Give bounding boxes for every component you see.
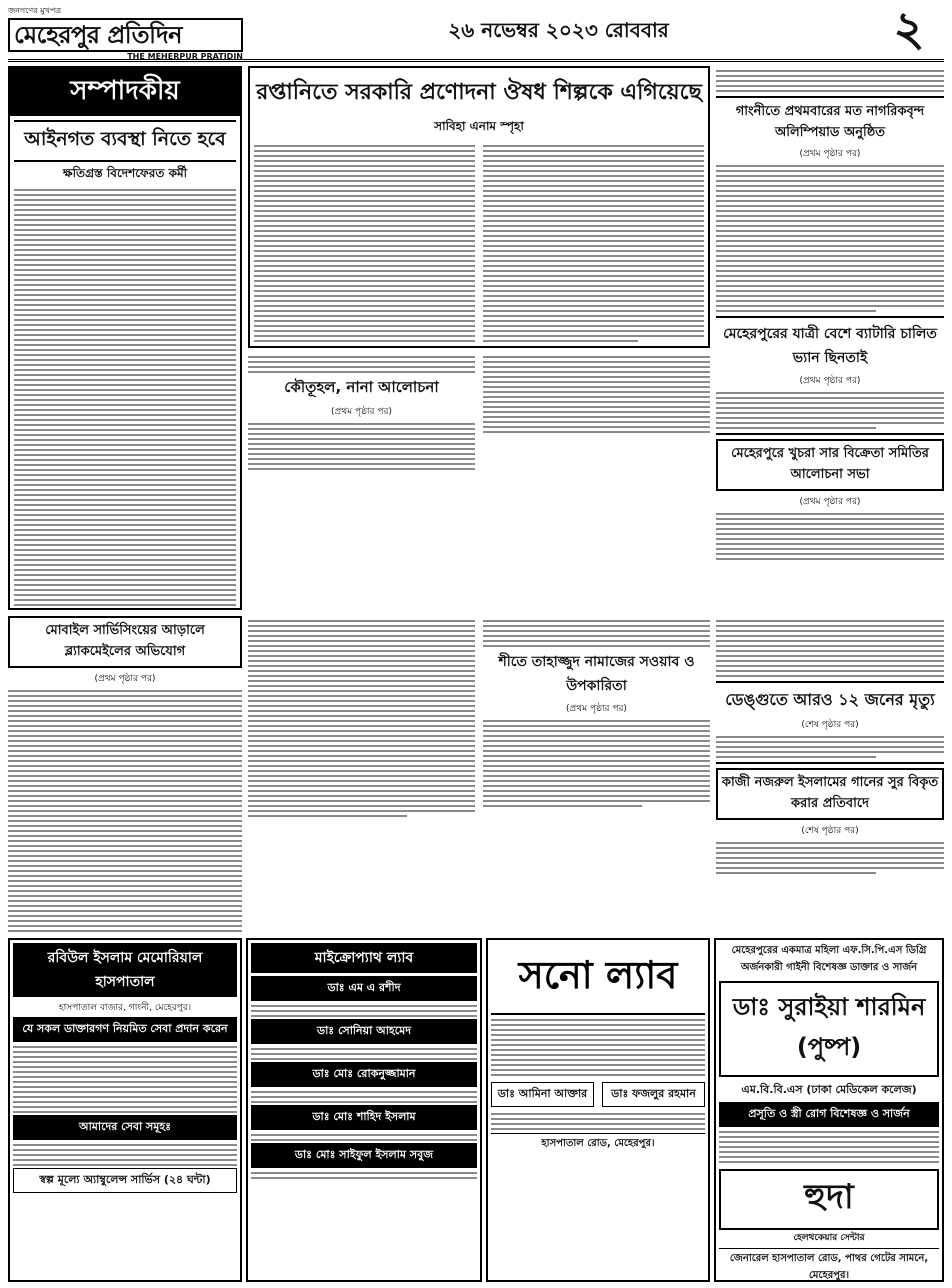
right-lower-column [716, 616, 944, 934]
micropath-doctor-5: ডাঃ মোঃ সাইফুল ইসলাম সবুজ [251, 1143, 477, 1168]
olympiad-from: (প্রথম পৃষ্ঠার পর) [799, 149, 861, 159]
mobile-headline: মোবাইল সার্ভিসিংয়ের আড়ালে ব্ল্যাকমেইলের অভিযোগ [8, 616, 242, 668]
dengue-headline: ডেঙ্গুতে আরও ১২ জনের মৃত্যু [725, 690, 935, 709]
kautuhal-headline: কৌতূহল, নানা আলোচনা [284, 378, 439, 396]
editorial-body [14, 189, 236, 610]
lead-body [254, 141, 704, 342]
hospital-ad-address: হাসপাতাল বাজার, গাংনী, মেহেরপুর। [58, 1003, 192, 1013]
dengue-from: (শেষ পৃষ্ঠার পর) [801, 720, 859, 730]
sono-lab-ad [486, 938, 710, 1282]
olympiad-headline: গাংনীতে প্রথমবারের মত নাগরিকবৃন্দ অলিম্পিয়াড অনুষ্ঠিত [735, 104, 925, 140]
issue-date: ২৬ নভেম্বর ২০২৩ রোববার [448, 18, 669, 42]
tahajjud-headline: শীতে তাহাজ্জুদ নামাজের সওয়াব ও উপকারিতা [498, 654, 695, 694]
masthead-tagline: জনগণের মুখপত্র [8, 5, 62, 15]
mobile-story [8, 616, 242, 934]
tahajjud-from: (প্রথম পৃষ্ঠার পর) [566, 704, 627, 714]
lead-story [248, 66, 710, 348]
micropath-ad [246, 938, 482, 1282]
kautuhal-from: (প্রথম পৃষ্ঠার পর) [331, 407, 392, 417]
editorial-headline: আইনগত ব্যবস্থা নিতে হবে [14, 120, 236, 162]
page-number: ২ [893, 1, 925, 57]
huda-ad-intro: মেহেরপুরের একমাত্র মহিলা এফ.সি.পি.এস ডিগ্রি অর্জনকারী গাইনী বিশেষজ্ঞ ডাক্তার ও সার্জন [731, 945, 927, 973]
huda-ad-name: হুদা [719, 1169, 939, 1230]
sono-doctor-2: ডাঃ ফজলুর রহমান [602, 1082, 705, 1107]
micropath-ad-title: মাইক্রোপ্যাথ ল্যাব [251, 943, 477, 973]
right-column [716, 66, 944, 610]
masthead-title: মেহেরপুর প্রতিদিন [8, 18, 243, 52]
upper-section [8, 66, 944, 610]
mobile-from: (প্রথম পৃষ্ঠার পর) [94, 674, 156, 684]
huda-ad-address: জেনারেল হাসপাতাল রোড, পাথর গেটের সামনে, মেহেরপুর। [719, 1248, 939, 1282]
van-headline: মেহেরপুরের যাত্রী বেশে ব্যাটারি চালিত ভ্যান ছিনতাই [723, 326, 937, 366]
micropath-doctor-1: ডাঃ এম এ রশীদ [251, 976, 477, 1001]
huda-ad-degree: এম.বি.বি.এস (ঢাকা মেডিকেল কলেজ) [741, 1083, 917, 1096]
hospital-ad-notice: যে সকল ডাক্তারগণ নিয়মিত সেবা প্রদান করেন [13, 1017, 237, 1042]
masthead-brand [8, 6, 243, 59]
hospital-ad-title: রবিউল ইসলাম মেমোরিয়াল হাসপাতাল [13, 943, 237, 997]
huda-healthcare-ad [714, 938, 944, 1282]
hospital-ad-services: আমাদের সেবা সমূহঃ [13, 1115, 237, 1140]
huda-ad-specialty: প্রসূতি ও স্ত্রী রোগ বিশেষজ্ঞ ও সার্জন [719, 1102, 939, 1127]
editorial-subhead: ক্ষতিগ্রস্ত বিদেশফেরত কর্মী [62, 166, 188, 180]
sono-lab-address: হাসপাতাল রোড, মেহেরপুর। [491, 1133, 705, 1153]
micropath-doctor-3: ডাঃ মোঃ রোকনুজ্জামান [251, 1062, 477, 1087]
editorial-banner: সম্পাদকীয় [10, 68, 240, 116]
lower-section [8, 616, 944, 934]
sono-lab-title: সনো ল্যাব [491, 943, 705, 1015]
masthead-subtitle: THE MEHERPUR PRATIDIN [127, 51, 243, 61]
huda-ad-doctor: ডাঃ সুরাইয়া শারমিন (পুষ্প) [719, 981, 939, 1077]
masthead [8, 1, 944, 62]
fertilizer-from: (প্রথম পৃষ্ঠার পর) [799, 497, 861, 507]
lead-headline: রপ্তানিতে সরকারি প্রণোদনা ঔষধ শিল্পকে এগিয়েছে [256, 80, 702, 105]
advertisements [8, 938, 944, 1282]
van-from: (প্রথম পৃষ্ঠার পর) [799, 376, 861, 386]
hospital-ad [8, 938, 242, 1282]
fertilizer-headline: মেহেরপুরে খুচরা সার বিক্রেতা সমিতির আলোচনা সভা [716, 439, 944, 491]
center-lower [248, 352, 710, 470]
sono-doctor-1: ডাঃ আমিনা আক্তার [491, 1082, 594, 1107]
micropath-doctor-4: ডাঃ মোঃ শাহিদ ইসলাম [251, 1105, 477, 1130]
micropath-doctor-2: ডাঃ সোনিয়া আহমেদ [251, 1019, 477, 1044]
editorial-column [8, 66, 242, 610]
hospital-ad-ambulance: স্বল্প মূল্যে অ্যাম্বুলেন্স সার্ভিস (২৪ ঘন্টা) [13, 1168, 237, 1193]
lead-byline: সাবিহা এনাম স্পৃহা [434, 119, 524, 133]
nazrul-from: (শেষ পৃষ্ঠার পর) [801, 826, 859, 836]
center-column [248, 66, 710, 610]
center-lower-column [248, 616, 710, 934]
huda-ad-center: হেলথকেয়ার সেন্টার [793, 1233, 865, 1243]
nazrul-headline: কাজী নজরুল ইসলামের গানের সুর বিকৃত করার প্রতিবাদে [716, 768, 944, 820]
